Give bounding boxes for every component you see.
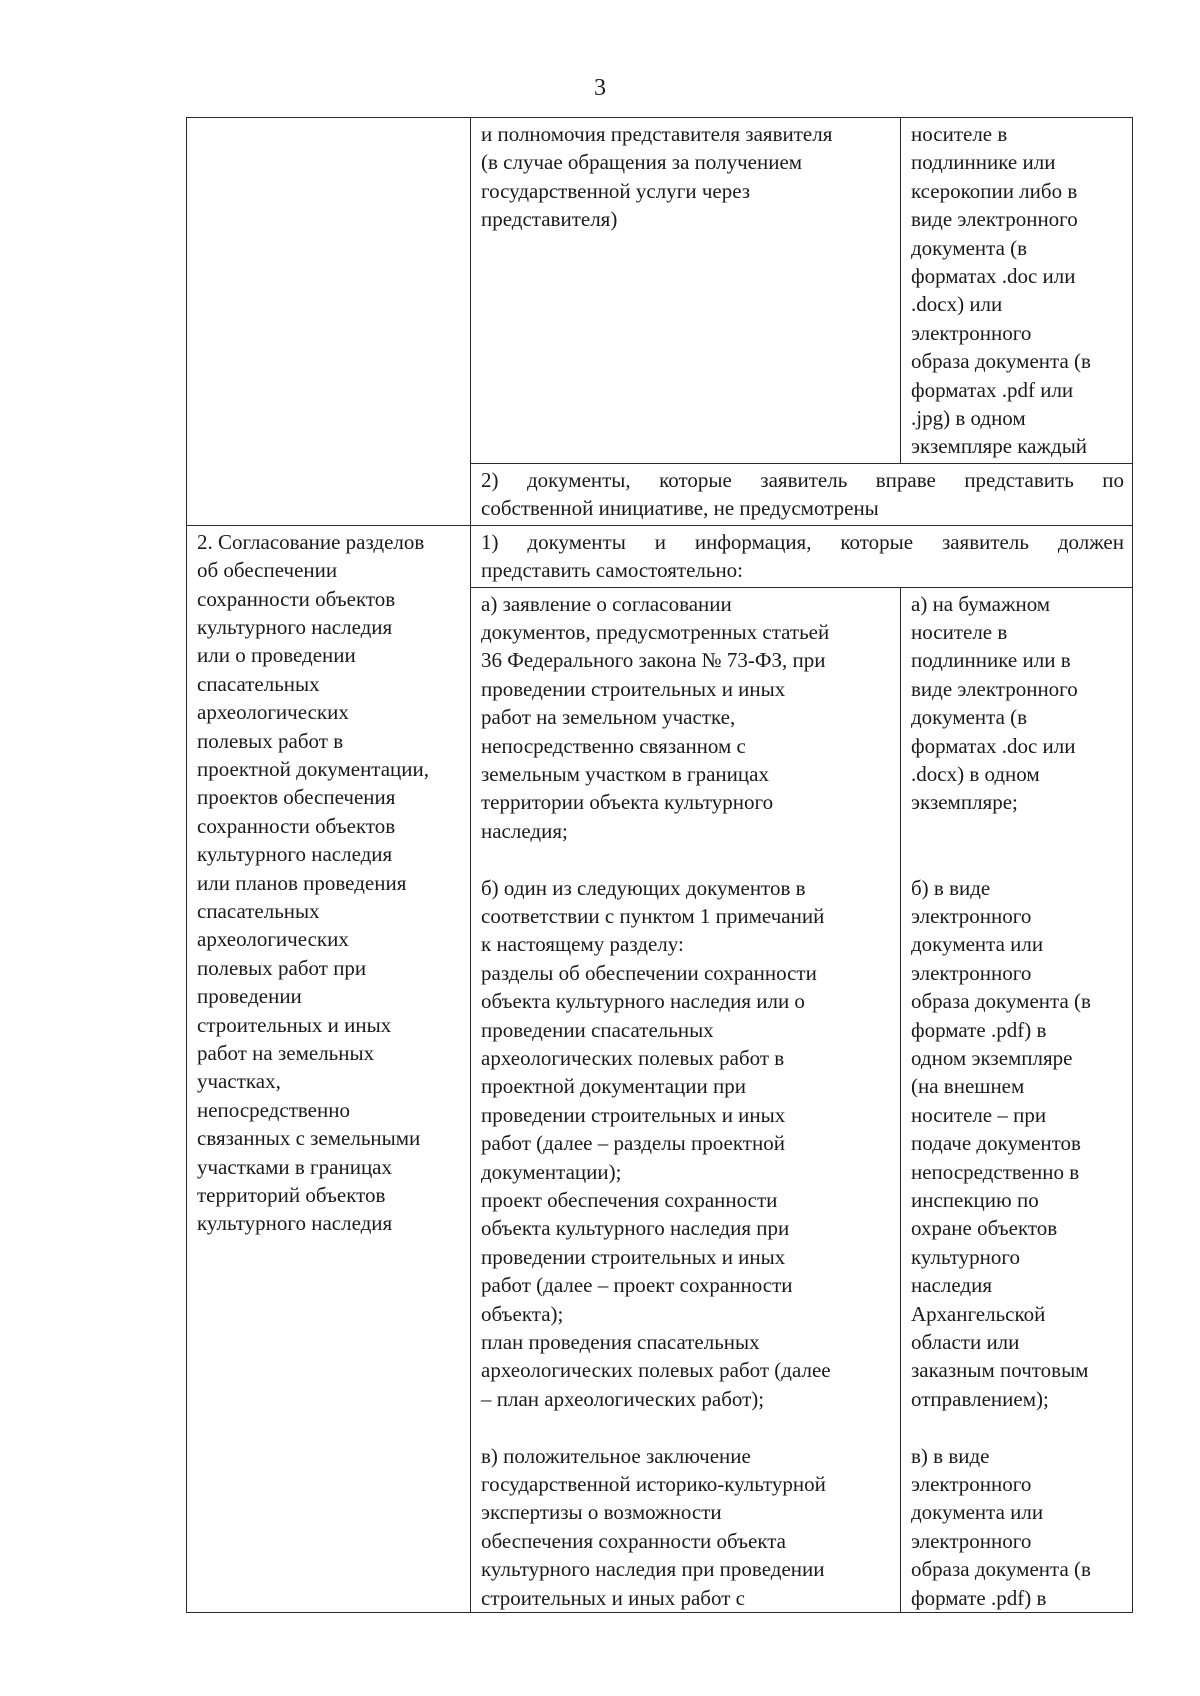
text-line: участками в границах	[197, 1154, 392, 1179]
text-line: – план археологических работ);	[481, 1386, 765, 1411]
text-line: форматах .doc или	[911, 733, 1076, 758]
required-documents-list-cell	[471, 587, 901, 1613]
text-line: сохранности объектов	[197, 813, 396, 838]
text-line: образа документа (в	[911, 1557, 1091, 1582]
text-line: .docx) в одном	[911, 761, 1040, 786]
text-line: объекта культурного наследия или о	[481, 989, 805, 1014]
text-line: представителя)	[481, 207, 618, 232]
text-line: строительных и иных	[197, 1012, 392, 1037]
text-line: в) положительное заключение	[481, 1443, 751, 1468]
text-line: инспекцию по	[911, 1188, 1039, 1212]
text-line: территории объекта культурного	[481, 790, 774, 815]
text-line: непосредственно	[197, 1097, 350, 1122]
text-line: документа или	[911, 932, 1044, 957]
text-line: документа (в	[911, 705, 1028, 730]
text-line: полевых работ в	[197, 728, 344, 753]
text-line: к настоящему разделу:	[481, 932, 684, 957]
text-line: археологических	[197, 927, 349, 952]
text-line: обеспечения сохранности объекта	[481, 1528, 787, 1553]
text-line: экземпляре;	[911, 790, 1018, 815]
service-name-cell	[187, 525, 471, 1612]
spacer	[481, 1413, 892, 1441]
text-line: проведении строительных и иных	[481, 1244, 786, 1269]
optional-documents-cell	[471, 463, 1133, 525]
text-line: заказным почтовым	[911, 1358, 1089, 1383]
text-line: наследия	[911, 1273, 992, 1298]
text-line: или о проведении	[197, 643, 356, 668]
text-line: работ (далее – проект сохранности	[481, 1273, 793, 1298]
text-line: (на внешнем	[911, 1074, 1025, 1099]
text-line: подаче документов	[911, 1131, 1081, 1156]
text-line: (в случае обращения за получением	[481, 150, 803, 175]
text-line: полевых работ при	[197, 955, 367, 980]
text-line: государственной услуги через	[481, 178, 751, 203]
text-line: охране объектов	[911, 1216, 1058, 1241]
text-line: 36 Федерального закона № 73-ФЗ, при	[481, 648, 826, 673]
text-line: форматах .doc или	[911, 264, 1076, 289]
text-line: проект обеспечения сохранности	[481, 1188, 778, 1213]
text-line: электронного	[911, 960, 1032, 985]
text-line: образа документа (в	[911, 349, 1091, 374]
text-line: электронного	[911, 1528, 1032, 1553]
text-line: носителе в	[911, 619, 1008, 644]
text-line: проведении	[197, 984, 302, 1009]
text-line: работ на земельных	[197, 1041, 375, 1065]
text-line: объекта культурного наследия при	[481, 1216, 790, 1241]
text-line: непосредственно в	[911, 1159, 1080, 1184]
text-line: документа (в	[911, 235, 1028, 260]
text-line: области или	[911, 1330, 1020, 1355]
text-line: .jpg) в одном	[911, 406, 1026, 431]
text-line: план проведения спасательных	[481, 1330, 760, 1355]
text-line: собственной инициативе, не предусмотрены	[481, 496, 879, 521]
text-line: связанных с земельными	[197, 1126, 421, 1151]
text-line: подлиннике или в	[911, 648, 1071, 673]
text-line: подлиннике или	[911, 150, 1056, 175]
text-line: одном экземпляре	[911, 1045, 1073, 1070]
text-line: формате .pdf) в	[911, 1585, 1047, 1610]
text-line: культурного	[911, 1244, 1020, 1269]
spacer	[911, 1413, 1124, 1441]
text-line: проектов обеспечения	[197, 785, 396, 810]
text-line: земельным участком в границах	[481, 761, 769, 786]
text-line: территорий объектов	[197, 1183, 386, 1208]
spacer	[911, 845, 1124, 873]
text-line: строительных и иных работ с	[481, 1585, 745, 1610]
text-line: форматах .pdf или	[911, 377, 1074, 402]
text-line: культурного наследия при проведении	[481, 1557, 825, 1582]
text-line: виде электронного	[911, 676, 1078, 701]
text-line: документов, предусмотренных статьей	[481, 619, 830, 644]
text-line: объекта);	[481, 1301, 564, 1326]
text-line: документа или	[911, 1500, 1044, 1525]
text-line: культурного наследия	[197, 614, 393, 639]
text-line: б) в виде	[911, 875, 991, 900]
text-line: археологических полевых работ (далее	[481, 1358, 831, 1383]
text-line: археологических	[197, 700, 349, 725]
services-documents-table	[186, 117, 1133, 1613]
text-line: проектной документации,	[197, 756, 430, 781]
text-line: виде электронного	[911, 207, 1078, 232]
text-line: проектной документации при	[481, 1074, 747, 1099]
text-line: образа документа (в	[911, 989, 1091, 1014]
text-line: культурного наследия	[197, 1211, 393, 1236]
service-name-cell-empty	[187, 118, 471, 526]
text-line: разделы об обеспечении сохранности	[481, 960, 817, 985]
text-line: носителе в	[911, 122, 1008, 146]
text-line: электронного	[911, 320, 1032, 345]
text-line: экземпляре каждый	[911, 434, 1088, 459]
text-line: электронного	[911, 1472, 1032, 1497]
text-line: и полномочия представителя заявителя	[481, 122, 833, 146]
table-row	[187, 525, 1133, 587]
text-line: непосредственно связанном с	[481, 733, 746, 758]
text-line: в) в виде	[911, 1443, 990, 1468]
text-line: 1) документы и информация, которые заявитель должен	[481, 529, 1124, 554]
document-format-cell	[901, 118, 1133, 464]
text-line: ксерокопии либо в	[911, 178, 1078, 203]
document-format-cell	[901, 587, 1133, 1613]
text-line: работ (далее – разделы проектной	[481, 1131, 785, 1156]
text-line: документации);	[481, 1159, 622, 1184]
text-line: представить самостоятельно:	[481, 558, 744, 583]
text-line: проведении спасательных	[481, 1017, 714, 1042]
spacer	[911, 817, 1124, 845]
document-description-cell	[471, 118, 901, 464]
text-line: 2) документы, которые заявитель вправе представить по	[481, 467, 1124, 492]
text-line: .docx) или	[911, 292, 1003, 317]
text-line: археологических полевых работ в	[481, 1045, 785, 1070]
text-line: б) один из следующих документов в	[481, 875, 806, 900]
text-line: а) заявление о согласовании	[481, 591, 732, 616]
text-line: 2. Согласование разделов	[197, 529, 425, 554]
text-line: соответствии с пунктом 1 примечаний	[481, 903, 825, 928]
required-documents-header-cell	[471, 525, 1133, 587]
text-line: носителе – при	[911, 1102, 1047, 1127]
text-line: сохранности объектов	[197, 586, 396, 611]
text-line: спасательных	[197, 671, 320, 696]
text-line: спасательных	[197, 898, 320, 923]
text-line: наследия;	[481, 818, 568, 843]
text-line: государственной историко-культурной	[481, 1472, 826, 1497]
text-line: формате .pdf) в	[911, 1017, 1047, 1042]
page-number: 3	[594, 75, 606, 101]
text-line: работ на земельном участке,	[481, 705, 736, 730]
text-line: а) на бумажном	[911, 591, 1051, 616]
text-line: об обеспечении	[197, 558, 338, 583]
spacer	[481, 845, 892, 873]
text-line: Архангельской	[911, 1301, 1046, 1326]
text-line: или планов проведения	[197, 870, 407, 895]
text-line: электронного	[911, 903, 1032, 928]
text-line: проведении строительных и иных	[481, 676, 786, 701]
text-line: культурного наследия	[197, 842, 393, 867]
text-line: экспертизы о возможности	[481, 1500, 722, 1525]
text-line: отправлением);	[911, 1386, 1049, 1411]
table-row	[187, 118, 1133, 464]
text-line: участках,	[197, 1069, 281, 1094]
text-line: проведении строительных и иных	[481, 1102, 786, 1127]
